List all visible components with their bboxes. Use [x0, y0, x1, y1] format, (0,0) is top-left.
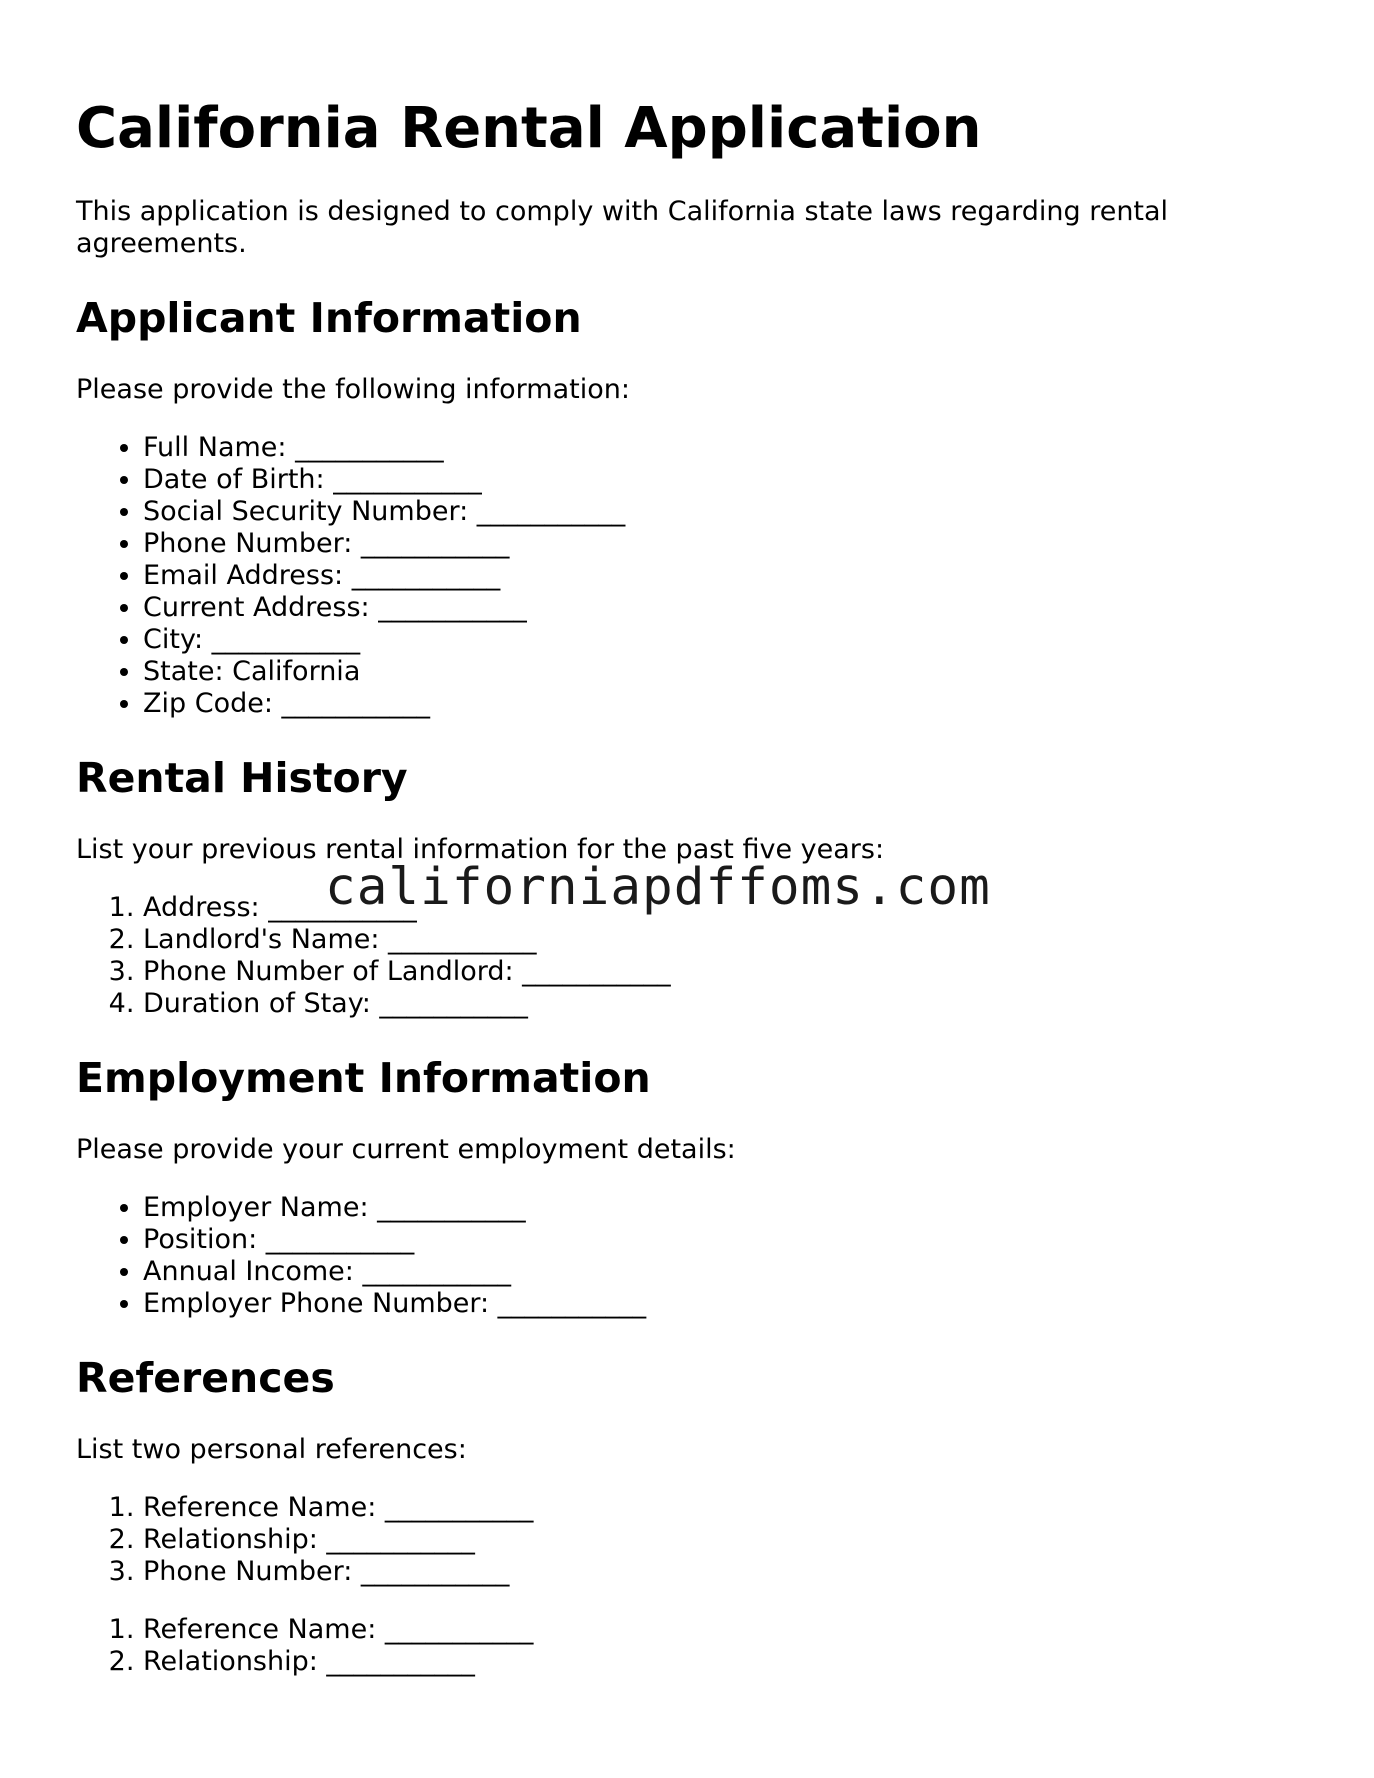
list-item-email: • Email Address: ___________ — [143, 560, 625, 592]
list-item-position: • Position: ___________ — [143, 1224, 646, 1256]
list-item-landlord-name: 2. Landlord's Name: ___________ — [143, 924, 671, 956]
list-item-ssn: • Social Security Number: ___________ — [143, 496, 625, 528]
references-lead: List two personal references: — [76, 1434, 467, 1465]
list-item-city: • City: ___________ — [143, 624, 625, 656]
employment-lead: Please provide your current employment details: — [76, 1134, 736, 1165]
list-item-address: 1. Address: ___________ — [143, 892, 671, 924]
reference-2-list — [76, 1614, 533, 1678]
intro-text: This application is designed to comply with California state laws regarding rental agreements. — [76, 196, 1169, 259]
applicant-heading: Applicant Information — [76, 294, 582, 342]
list-item-full-name: • Full Name: ___________ — [143, 432, 625, 464]
list-item-zip: • Zip Code: ___________ — [143, 688, 625, 720]
list-item-reference-phone: 3. Phone Number: ___________ — [143, 1556, 533, 1588]
list-item-relationship: 2. Relationship: ___________ — [143, 1646, 533, 1678]
employment-heading: Employment Information — [76, 1054, 651, 1102]
list-item-relationship: 2. Relationship: ___________ — [143, 1524, 533, 1556]
list-item-state: • State: California — [143, 656, 625, 688]
list-item-reference-name: 1. Reference Name: ___________ — [143, 1614, 533, 1646]
rental-history-lead: List your previous rental information for the past five years: — [76, 834, 885, 865]
list-item-phone: • Phone Number: ___________ — [143, 528, 625, 560]
list-item-employer-name: • Employer Name: ___________ — [143, 1192, 646, 1224]
page-title: California Rental Application — [76, 96, 982, 161]
reference-1-list — [76, 1492, 533, 1588]
list-item-current-address: • Current Address: ___________ — [143, 592, 625, 624]
list-item-reference-name: 1. Reference Name: ___________ — [143, 1492, 533, 1524]
list-item-annual-income: • Annual Income: ___________ — [143, 1256, 646, 1288]
list-item-duration: 4. Duration of Stay: ___________ — [143, 988, 671, 1020]
references-heading: References — [76, 1354, 335, 1402]
watermark-text: californiapdffoms.com — [325, 858, 991, 917]
applicant-lead: Please provide the following information: — [76, 374, 630, 405]
list-item-date-of-birth: • Date of Birth: ___________ — [143, 464, 625, 496]
employment-list — [76, 1192, 646, 1320]
rental-history-heading: Rental History — [76, 754, 408, 802]
list-item-employer-phone: • Employer Phone Number: ___________ — [143, 1288, 646, 1320]
list-item-landlord-phone: 3. Phone Number of Landlord: ___________ — [143, 956, 671, 988]
applicant-list — [76, 432, 625, 720]
